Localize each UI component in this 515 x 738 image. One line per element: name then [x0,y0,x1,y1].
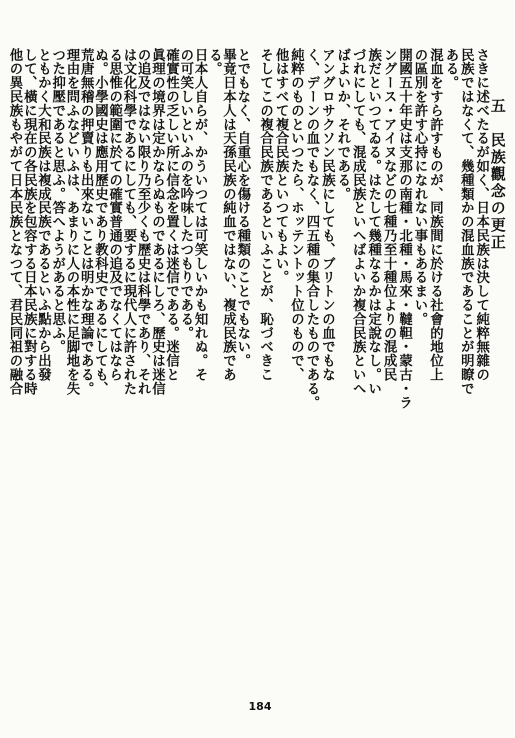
text-column: く、デーンの血でもなく、四五種の集合したものである。 [303,48,320,410]
text-column: 民族ではなくて、幾種類かの混血族であることが明瞭で [458,48,475,396]
text-column: 混血をすら許すものが、同族間に於ける社會的地位上 [427,48,444,382]
text-column: 畢竟日本人は天孫民族の純血ではない、複成民族であ [220,48,237,382]
text-column: ある。 [442,48,459,90]
text-column: ばよいか、それである。 [334,48,351,201]
text-column: 族だといつてゐる。はたして幾種なるかは定說なし。い [365,48,382,396]
text-column: 確實性の乏しい所に信念を置くは迷信である。迷信と [163,48,180,382]
text-column: は文化科學であるにしても、要するに現代人に許された [120,48,137,396]
text-column: の可笑しいといふのを吟味したつもりである。 [177,48,194,340]
text-column: づれにしても、混成民族といへばよいか複合民族といへ [350,48,367,396]
text-column: 荒唐無稽の押賣りも出來ないことは明かな理論である。 [78,48,95,396]
text-column: ぬ。小學國史は應用歷史であり教科史であるにしても、 [92,48,109,396]
page-number: 184 [248,700,272,713]
text-column: の追及ではない限り乃至少くも歷史は科學であり、それ [135,48,152,396]
text-column: る思惟の範圍に於ての確實普通の追及でなくてはなら [106,48,123,382]
text-column: ングース・アイヌなどの七種乃至十種位よりの混成民 [381,48,398,382]
text-column: 開國五十年史は支那の南種・北種・馬來・韃靼・蒙古・ラ [396,48,413,410]
text-column: の區別を許す心持になれない事もあるまい。 [412,48,428,326]
text-column: さきに述べたるが如く、日本民族は決して純粹無雜の [473,48,490,382]
text-column: 日本人自らが、かういつては可笑しいかも知れぬ。そ [192,48,209,382]
text-column: そしてこの複合民族であるといふことが、恥づべきこ [257,48,274,382]
text-column: つた抑壓であると思ふ。答へようがあると思ふ。 [49,48,66,354]
text-column: る。 [206,48,223,76]
text-column: 他の異民族もやがて日本民族となつて、君民同祖の融合 [7,48,23,396]
text-column: とでもなく、自重心を傷ける種類のことでもない。 [234,48,251,368]
text-column: 理由を問ふなどいふは、あまりに人の本性に足脚地を失 [64,48,80,396]
text-column: 他はすべて複合民族といつてもよい。 [273,48,290,285]
text-column: ともかく大和民族は複成民族であるといふ點から出發 [35,48,52,382]
text-column: 眞理の境界は定かならぬものであるにしろ、歷史は迷信 [149,48,166,396]
text-column: アングロサクソン民族にしても、ブリトンの血でもな [319,48,336,382]
text-column: 純粹のものといつたら、ホッテントット位のもので、 [288,48,305,382]
text-column: して、橫に現在の各民族を包容する日本民族に對する時 [21,48,38,396]
section-heading: 五 民族觀念の更正 [488,98,507,251]
